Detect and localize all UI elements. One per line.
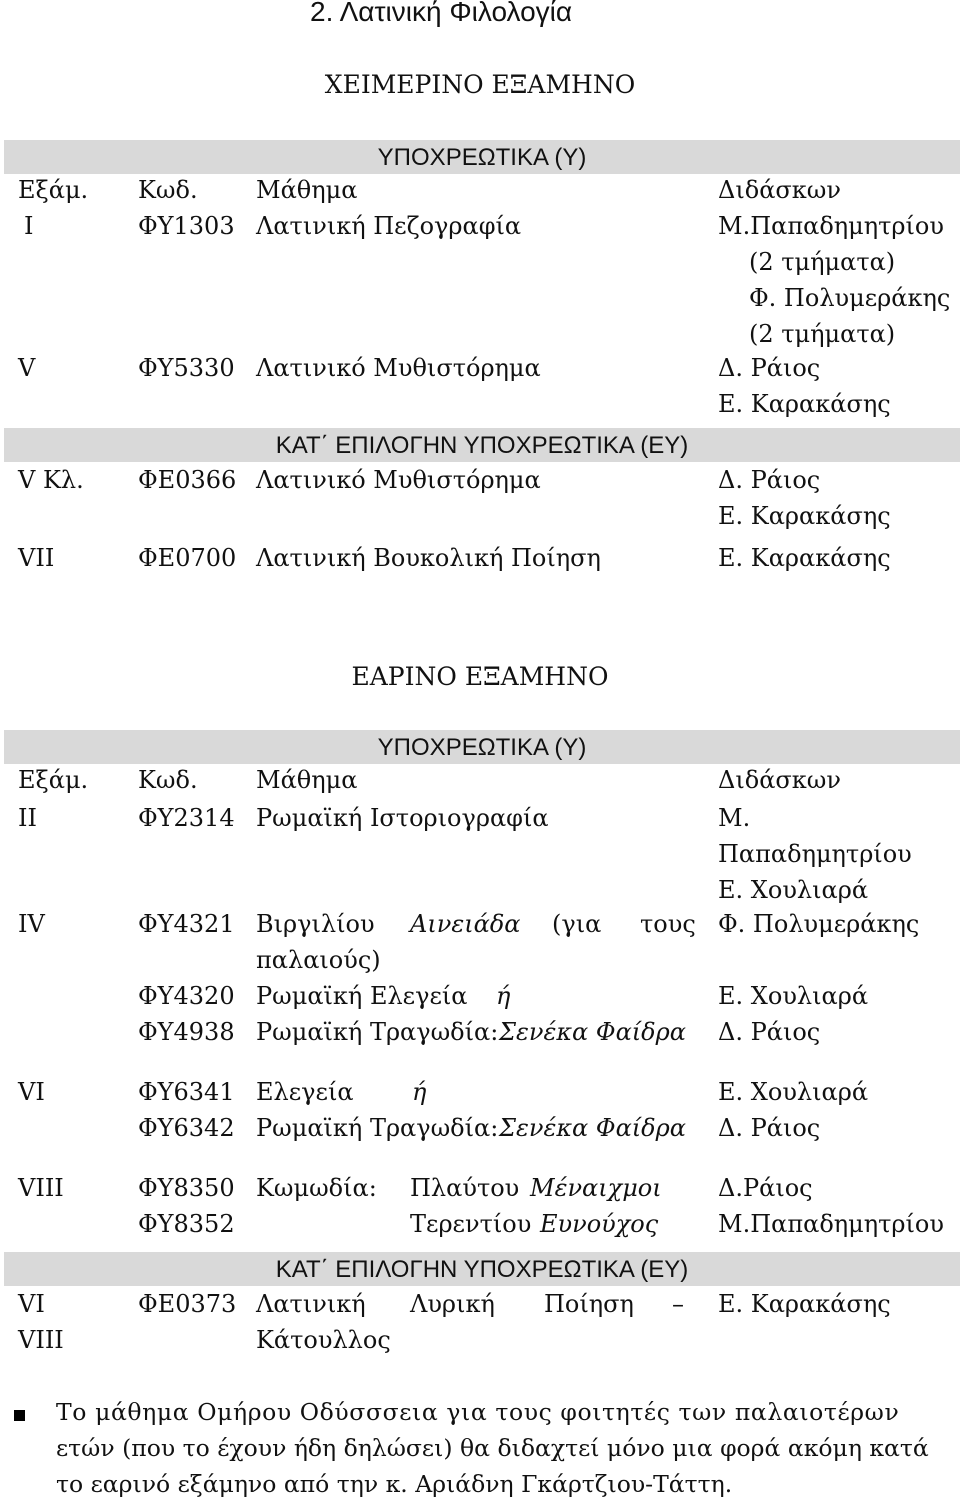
- semester: VIII: [18, 1326, 64, 1354]
- table-row: [0, 1174, 960, 1210]
- note-line: το εαρινό εξάμηνο από την κ. Αριάδνη Γκάρτζιου-Τάττη.: [56, 1470, 733, 1498]
- spring-header-row: [0, 766, 960, 802]
- table-row: [0, 910, 960, 982]
- semester: V: [18, 354, 36, 382]
- header-semester: Εξάμ.: [18, 766, 89, 794]
- course-title-suffix: Σενέκα Φαίδρα: [499, 1114, 686, 1142]
- course-title: Λατινική Πεζογραφία: [256, 212, 522, 240]
- bullet-icon: [14, 1410, 25, 1421]
- course-title-suffix: ή: [496, 982, 511, 1010]
- course-code: ΦΥ8352: [138, 1210, 235, 1238]
- course-code: ΦΥ6341: [138, 1078, 235, 1106]
- teacher: Ε. Καρακάσης: [718, 502, 891, 530]
- semester: Ι: [24, 212, 34, 240]
- teacher: (2 τμήματα): [749, 320, 896, 348]
- teacher: Ε. Καρακάσης: [718, 390, 891, 418]
- teacher: Ε. Χουλιαρά: [718, 876, 869, 904]
- band-label: ΚΑΤ΄ ΕΠΙΛΟΓΗΝ ΥΠΟΧΡΕΩΤΙΚΑ (ΕΥ): [275, 1256, 689, 1283]
- spring-elective-band: [4, 1252, 960, 1286]
- page-title: 2. Λατινική Φιλολογία: [310, 0, 573, 27]
- course-code: ΦΥ5330: [138, 354, 235, 382]
- table-row: [0, 1290, 960, 1362]
- table-row: [0, 354, 960, 426]
- course-title-word: Λυρική: [410, 1290, 495, 1318]
- semester: VII: [18, 544, 55, 572]
- table-row: [0, 804, 960, 912]
- semester: ΙV: [18, 910, 45, 938]
- winter-elective-band: [4, 428, 960, 462]
- header-course: Μάθημα: [256, 176, 358, 204]
- course-title: Ρωμαϊκή Ελεγεία: [256, 982, 468, 1010]
- teacher: Ε. Χουλιαρά: [718, 1078, 869, 1106]
- winter-mandatory-band: [4, 140, 960, 174]
- course-title-word: Βιργιλίου: [256, 910, 375, 938]
- semester: VIII: [18, 1174, 64, 1202]
- course-code: ΦΕ0366: [138, 466, 237, 494]
- table-row: [0, 212, 960, 356]
- course-title: Λατινικό Μυθιστόρημα: [256, 354, 541, 382]
- course-author: Πλαύτου: [410, 1174, 520, 1202]
- spring-semester-title: ΕΑΡΙΝΟ ΕΞΑΜΗΝΟ: [351, 662, 609, 691]
- header-semester: Εξάμ.: [18, 176, 89, 204]
- teacher: Ε. Χουλιαρά: [718, 982, 869, 1010]
- teacher: Δ. Ράιος: [718, 466, 821, 494]
- course-code: ΦΥ2314: [138, 804, 235, 832]
- table-row: [0, 1210, 960, 1246]
- teacher: Ε. Καρακάσης: [718, 544, 891, 572]
- winter-header-row: [0, 176, 960, 212]
- teacher: Φ. Πολυμεράκης: [718, 910, 920, 938]
- course-code: ΦΥ4321: [138, 910, 235, 938]
- course-code: ΦΥ4320: [138, 982, 235, 1010]
- teacher: Δ. Ράιος: [718, 1018, 821, 1046]
- teacher: Δ. Ράιος: [718, 1114, 821, 1142]
- course-title: Ελεγεία: [256, 1078, 354, 1106]
- teacher: Δ. Ράιος: [718, 354, 821, 382]
- course-title-word: τους: [640, 910, 696, 938]
- table-row: [0, 544, 960, 580]
- course-title-word: –: [672, 1290, 684, 1318]
- teacher: Δ.Ράιος: [718, 1174, 813, 1202]
- course-code: ΦΥ8350: [138, 1174, 235, 1202]
- semester: VI: [18, 1290, 45, 1318]
- course-title-suffix: Σενέκα Φαίδρα: [499, 1018, 686, 1046]
- teacher: (2 τμήματα): [749, 248, 896, 276]
- semester: VI: [18, 1078, 45, 1106]
- table-row: [0, 982, 960, 1018]
- table-row: [0, 1078, 960, 1114]
- band-label: ΥΠΟΧΡΕΩΤΙΚΑ (Υ): [377, 144, 587, 171]
- course-code: ΦΥ6342: [138, 1114, 235, 1142]
- course-author: Τερεντίου: [410, 1210, 532, 1238]
- course-title-word: Λατινική: [256, 1290, 366, 1318]
- table-row: [0, 466, 960, 538]
- teacher: Φ. Πολυμεράκης: [749, 284, 951, 312]
- course-code: ΦΥ1303: [138, 212, 235, 240]
- band-label: ΥΠΟΧΡΕΩΤΙΚΑ (Υ): [377, 734, 587, 761]
- table-row: [0, 1114, 960, 1150]
- course-code: ΦΕ0373: [138, 1290, 237, 1318]
- teacher: Παπαδημητρίου: [718, 840, 912, 868]
- course-title: Ρωμαϊκή Τραγωδία:: [256, 1114, 499, 1142]
- winter-semester-title: ΧΕΙΜΕΡΙΝΟ ΕΞΑΜΗΝΟ: [324, 70, 636, 99]
- header-code: Κωδ.: [138, 766, 198, 794]
- band-label: ΚΑΤ΄ ΕΠΙΛΟΓΗΝ ΥΠΟΧΡΕΩΤΙΚΑ (ΕΥ): [275, 432, 689, 459]
- teacher: Μ.: [718, 804, 751, 832]
- course-title-line2: παλαιούς): [256, 946, 381, 974]
- course-title: Ρωμαϊκή Ιστοριογραφία: [256, 804, 549, 832]
- header-course: Μάθημα: [256, 766, 358, 794]
- course-code: ΦΥ4938: [138, 1018, 235, 1046]
- header-code: Κωδ.: [138, 176, 198, 204]
- semester: V Κλ.: [18, 466, 84, 494]
- course-title: Λατινικό Μυθιστόρημα: [256, 466, 541, 494]
- teacher: Μ.Παπαδημητρίου: [718, 1210, 944, 1238]
- course-work: Μέναιχμοι: [530, 1174, 662, 1202]
- course-title-word: Ποίηση: [544, 1290, 634, 1318]
- header-teacher: Διδάσκων: [718, 766, 841, 794]
- course-title-work: Αινειάδα: [410, 910, 521, 938]
- course-title: Ρωμαϊκή Τραγωδία:: [256, 1018, 499, 1046]
- semester: ΙΙ: [18, 804, 37, 832]
- course-title-word: (για: [552, 910, 602, 938]
- spring-mandatory-band: [4, 730, 960, 764]
- course-title-suffix: ή: [412, 1078, 427, 1106]
- teacher: Μ.Παπαδημητρίου: [718, 212, 944, 240]
- teacher: Ε. Καρακάσης: [718, 1290, 891, 1318]
- course-title: Λατινική Βουκολική Ποίηση: [256, 544, 601, 572]
- table-row: [0, 1018, 960, 1054]
- course-work: Ευνούχος: [540, 1210, 659, 1238]
- note-line: ετών (που το έχουν ήδη δηλώσει) θα διδαχτεί μόνο μια φορά ακόμη κατά: [56, 1434, 929, 1462]
- course-title-line2: Κάτουλλος: [256, 1326, 391, 1354]
- course-title: Κωμωδία:: [256, 1174, 377, 1202]
- course-code: ΦΕ0700: [138, 544, 237, 572]
- header-teacher: Διδάσκων: [718, 176, 841, 204]
- note-line: Το μάθημα Ομήρου Οδύσσσεια για τους φοιτητές των παλαιοτέρων: [56, 1398, 900, 1426]
